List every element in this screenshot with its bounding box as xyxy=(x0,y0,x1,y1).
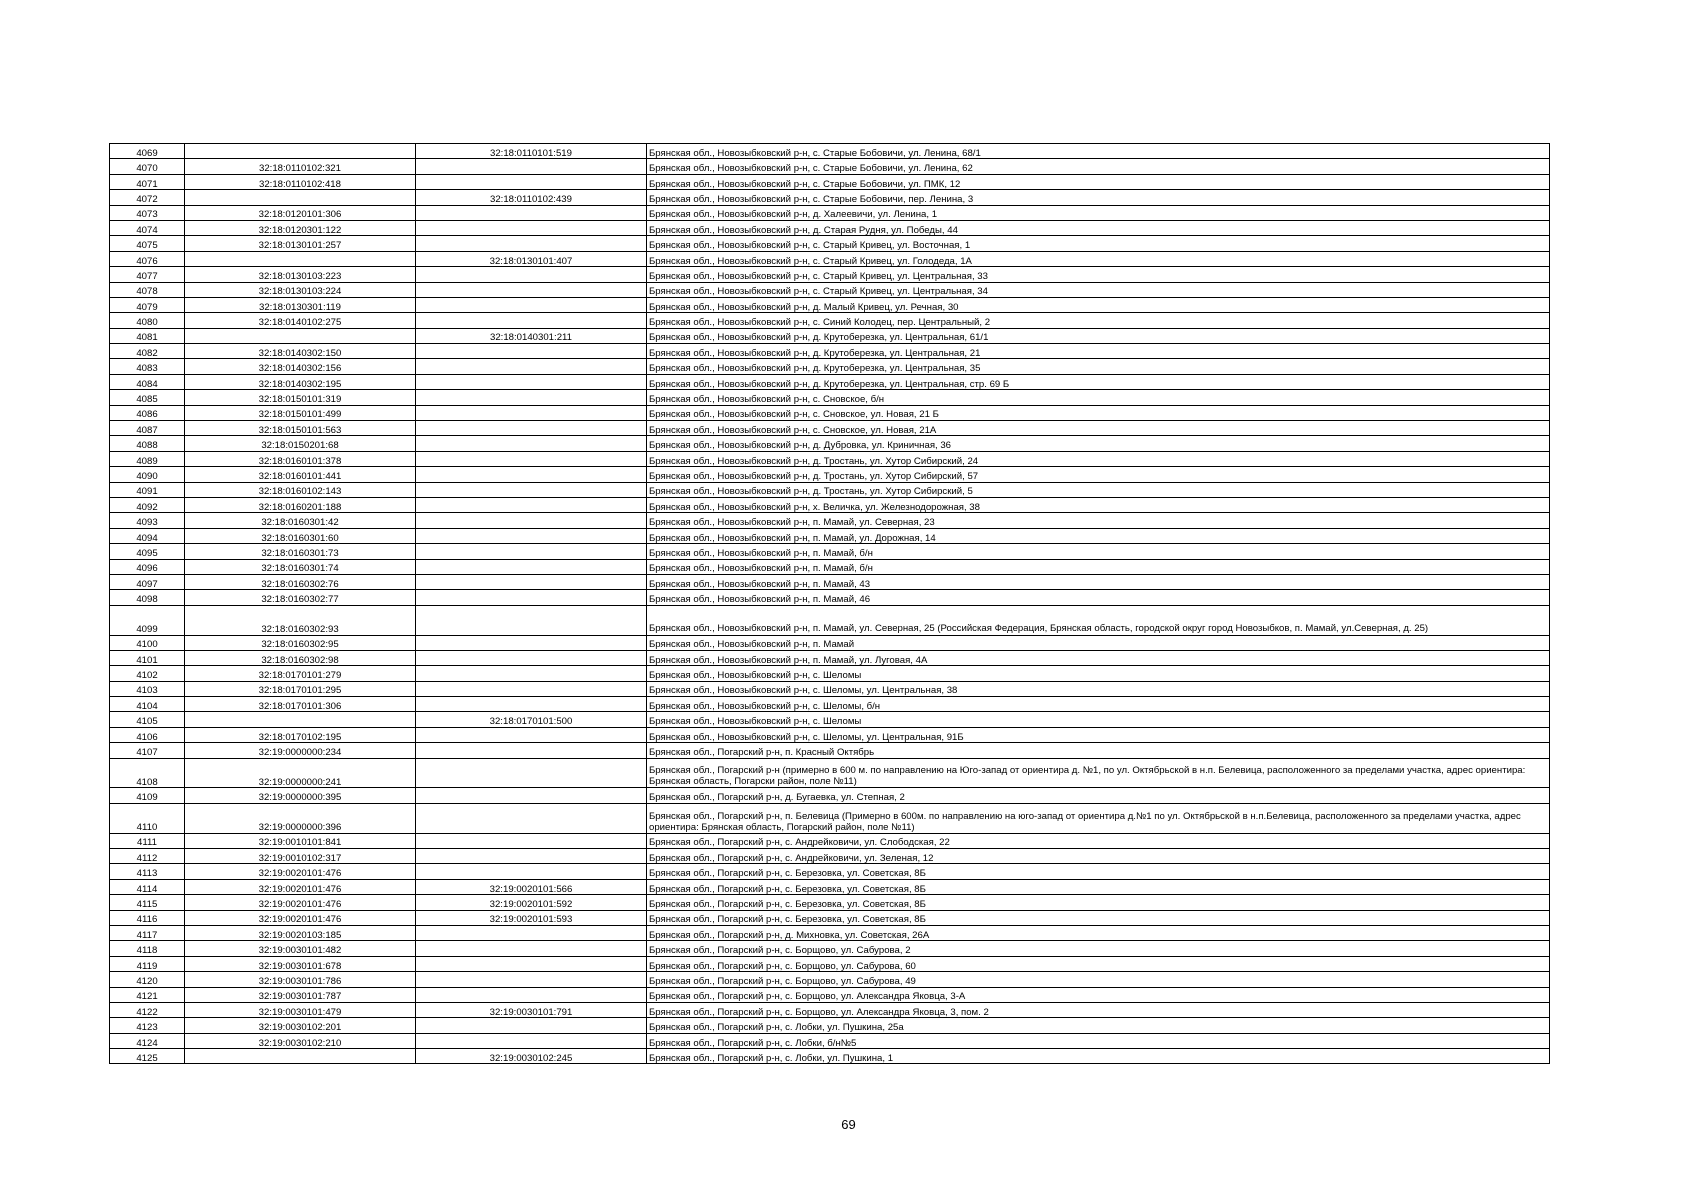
table-row xyxy=(110,833,1550,848)
address-cell: Брянская обл., Погарский р-н, с. Березовка, ул. Советская, 8Б xyxy=(647,895,1550,910)
table-row xyxy=(110,467,1550,482)
cadastral-number-cell: 32:19:0020101:476 xyxy=(185,879,416,894)
table-row xyxy=(110,421,1550,436)
cadastral-number-cell: 32:18:0110102:418 xyxy=(185,174,416,189)
row-number-cell: 4105 xyxy=(110,712,185,727)
table-row xyxy=(110,374,1550,389)
row-number-cell: 4103 xyxy=(110,681,185,696)
row-number-cell: 4083 xyxy=(110,359,185,374)
cadastral-number-secondary-cell xyxy=(416,390,647,405)
cadastral-number-secondary-cell xyxy=(416,421,647,436)
cadastral-number-cell xyxy=(185,712,416,727)
row-number-cell: 4124 xyxy=(110,1033,185,1048)
table-row xyxy=(110,236,1550,251)
address-cell: Брянская обл., Новозыбковский р-н, п. Мамай, ул. Северная, 25 (Российская Федерация, Брянская область, городской округ город Новозыбков, п. Мамай, ул.Северная, д. 25) xyxy=(647,605,1550,635)
address-cell: Брянская обл., Новозыбковский р-н, с. Синий Колодец, пер. Центральный, 2 xyxy=(647,313,1550,328)
table-row xyxy=(110,144,1550,159)
row-number-cell: 4114 xyxy=(110,879,185,894)
row-number-cell: 4123 xyxy=(110,1018,185,1033)
table-row xyxy=(110,451,1550,466)
table-row xyxy=(110,697,1550,712)
address-cell: Брянская обл., Новозыбковский р-н, с. Старый Кривец, ул. Восточная, 1 xyxy=(647,236,1550,251)
address-cell: Брянская обл., Погарский р-н, с. Лобки, ул. Пушкина, 25а xyxy=(647,1018,1550,1033)
cadastral-number-cell: 32:18:0120301:122 xyxy=(185,220,416,235)
registry-table-body xyxy=(110,144,1550,1064)
cadastral-number-secondary-cell xyxy=(416,344,647,359)
address-cell: Брянская обл., Новозыбковский р-н, х. Величка, ул. Железнодорожная, 38 xyxy=(647,497,1550,512)
cadastral-number-secondary-cell: 32:18:0130101:407 xyxy=(416,251,647,266)
table-row xyxy=(110,297,1550,312)
table-row xyxy=(110,803,1550,833)
address-cell: Брянская обл., Погарский р-н, с. Борщово, ул. Сабурова, 49 xyxy=(647,972,1550,987)
row-number-cell: 4076 xyxy=(110,251,185,266)
cadastral-number-secondary-cell: 32:19:0030102:245 xyxy=(416,1049,647,1064)
cadastral-number-cell xyxy=(185,251,416,266)
cadastral-number-cell xyxy=(185,328,416,343)
row-number-cell: 4095 xyxy=(110,544,185,559)
cadastral-number-secondary-cell: 32:19:0020101:593 xyxy=(416,910,647,925)
cadastral-number-cell: 32:18:0160302:93 xyxy=(185,605,416,635)
cadastral-number-secondary-cell xyxy=(416,635,647,650)
address-cell: Брянская обл., Новозыбковский р-н, п. Мамай, ул. Северная, 23 xyxy=(647,513,1550,528)
row-number-cell: 4098 xyxy=(110,590,185,605)
row-number-cell: 4081 xyxy=(110,328,185,343)
address-cell: Брянская обл., Новозыбковский р-н, п. Мамай, 43 xyxy=(647,574,1550,589)
cadastral-number-secondary-cell xyxy=(416,267,647,282)
address-cell: Брянская обл., Новозыбковский р-н, с. Шеломы xyxy=(647,712,1550,727)
row-number-cell: 4107 xyxy=(110,743,185,758)
address-cell: Брянская обл., Новозыбковский р-н, п. Мамай, б/н xyxy=(647,544,1550,559)
row-number-cell: 4086 xyxy=(110,405,185,420)
address-cell: Брянская обл., Погарский р-н, с. Березовка, ул. Советская, 8Б xyxy=(647,879,1550,894)
cadastral-number-cell: 32:19:0000000:241 xyxy=(185,758,416,788)
cadastral-number-cell: 32:18:0130103:224 xyxy=(185,282,416,297)
cadastral-number-cell: 32:18:0150101:499 xyxy=(185,405,416,420)
row-number-cell: 4112 xyxy=(110,849,185,864)
cadastral-number-secondary-cell xyxy=(416,833,647,848)
address-cell: Брянская обл., Новозыбковский р-н, д. Крутоберезка, ул. Центральная, 61/1 xyxy=(647,328,1550,343)
row-number-cell: 4104 xyxy=(110,697,185,712)
row-number-cell: 4073 xyxy=(110,205,185,220)
table-row xyxy=(110,344,1550,359)
address-cell: Брянская обл., Погарский р-н, д. Михновка, ул. Советская, 26А xyxy=(647,925,1550,940)
row-number-cell: 4069 xyxy=(110,144,185,159)
cadastral-number-cell: 32:18:0170101:306 xyxy=(185,697,416,712)
cadastral-number-cell: 32:18:0140302:195 xyxy=(185,374,416,389)
row-number-cell: 4094 xyxy=(110,528,185,543)
table-row xyxy=(110,712,1550,727)
table-row xyxy=(110,328,1550,343)
cadastral-number-secondary-cell xyxy=(416,513,647,528)
table-row xyxy=(110,282,1550,297)
cadastral-number-cell: 32:18:0130103:223 xyxy=(185,267,416,282)
cadastral-number-cell: 32:19:0030101:786 xyxy=(185,972,416,987)
cadastral-number-cell: 32:19:0030102:201 xyxy=(185,1018,416,1033)
table-row xyxy=(110,174,1550,189)
address-cell: Брянская обл., Погарский р-н, с. Андрейковичи, ул. Слободская, 22 xyxy=(647,833,1550,848)
cadastral-number-secondary-cell xyxy=(416,681,647,696)
table-row xyxy=(110,910,1550,925)
table-row xyxy=(110,925,1550,940)
cadastral-number-secondary-cell xyxy=(416,544,647,559)
address-cell: Брянская обл., Новозыбковский р-н, с. Шеломы, ул. Центральная, 91Б xyxy=(647,727,1550,742)
address-cell: Брянская обл., Погарский р-н, с. Лобки, б/н№5 xyxy=(647,1033,1550,1048)
row-number-cell: 4119 xyxy=(110,956,185,971)
row-number-cell: 4074 xyxy=(110,220,185,235)
cadastral-number-cell: 32:19:0030101:787 xyxy=(185,987,416,1002)
row-number-cell: 4084 xyxy=(110,374,185,389)
table-row xyxy=(110,559,1550,574)
address-cell: Брянская обл., Новозыбковский р-н, п. Мамай xyxy=(647,635,1550,650)
cadastral-number-secondary-cell xyxy=(416,559,647,574)
table-row xyxy=(110,727,1550,742)
cadastral-number-cell: 32:19:0030101:482 xyxy=(185,941,416,956)
page-number: 69 xyxy=(841,1117,856,1132)
row-number-cell: 4089 xyxy=(110,451,185,466)
cadastral-number-cell: 32:19:0000000:234 xyxy=(185,743,416,758)
row-number-cell: 4117 xyxy=(110,925,185,940)
row-number-cell: 4122 xyxy=(110,1002,185,1017)
table-row xyxy=(110,743,1550,758)
cadastral-number-secondary-cell xyxy=(416,205,647,220)
table-row xyxy=(110,574,1550,589)
cadastral-number-cell: 32:18:0130301:119 xyxy=(185,297,416,312)
address-cell: Брянская обл., Погарский р-н, п. Красный Октябрь xyxy=(647,743,1550,758)
cadastral-number-secondary-cell xyxy=(416,758,647,788)
cadastral-number-secondary-cell xyxy=(416,864,647,879)
cadastral-number-cell: 32:18:0140302:156 xyxy=(185,359,416,374)
row-number-cell: 4110 xyxy=(110,803,185,833)
row-number-cell: 4092 xyxy=(110,497,185,512)
address-cell: Брянская обл., Новозыбковский р-н, д. Тростань, ул. Хутор Сибирский, 24 xyxy=(647,451,1550,466)
row-number-cell: 4078 xyxy=(110,282,185,297)
row-number-cell: 4087 xyxy=(110,421,185,436)
row-number-cell: 4116 xyxy=(110,910,185,925)
address-cell: Брянская обл., Новозыбковский р-н, д. Крутоберезка, ул. Центральная, стр. 69 Б xyxy=(647,374,1550,389)
cadastral-number-cell: 32:18:0150101:319 xyxy=(185,390,416,405)
cadastral-number-cell: 32:18:0160101:378 xyxy=(185,451,416,466)
address-cell: Брянская обл., Погарский р-н (примерно в 600 м. по направлению на Юго-запад от ориентира д. №1, по ул. Октябрьской в н.п. Белевица, расположенного за пределами участка, адрес ориентира: Брянская область, Погарски район, поле №11) xyxy=(647,758,1550,788)
row-number-cell: 4096 xyxy=(110,559,185,574)
row-number-cell: 4113 xyxy=(110,864,185,879)
address-cell: Брянская обл., Погарский р-н, п. Белевица (Примерно в 600м. по направлению на юго-запад от ориентира д.№1 по ул. Октябрьской в н.п.Белевица, расположенного за пределами участка, адрес ориентира: Брянская область, Погарский район, поле №11) xyxy=(647,803,1550,833)
cadastral-number-secondary-cell xyxy=(416,941,647,956)
address-cell: Брянская обл., Погарский р-н, д. Бугаевка, ул. Степная, 2 xyxy=(647,788,1550,803)
table-row xyxy=(110,864,1550,879)
table-row xyxy=(110,941,1550,956)
address-cell: Брянская обл., Новозыбковский р-н, с. Старые Бобовичи, пер. Ленина, 3 xyxy=(647,190,1550,205)
address-cell: Брянская обл., Новозыбковский р-н, с. Шеломы, б/н xyxy=(647,697,1550,712)
cadastral-number-secondary-cell xyxy=(416,574,647,589)
row-number-cell: 4097 xyxy=(110,574,185,589)
address-cell: Брянская обл., Новозыбковский р-н, с. Шеломы xyxy=(647,666,1550,681)
cadastral-number-cell xyxy=(185,144,416,159)
table-row xyxy=(110,650,1550,665)
table-row xyxy=(110,605,1550,635)
cadastral-number-secondary-cell: 32:18:0140301:211 xyxy=(416,328,647,343)
cadastral-number-cell: 32:18:0110102:321 xyxy=(185,159,416,174)
address-cell: Брянская обл., Новозыбковский р-н, с. Старый Кривец, ул. Центральная, 34 xyxy=(647,282,1550,297)
cadastral-number-secondary-cell xyxy=(416,497,647,512)
cadastral-number-cell: 32:19:0030102:210 xyxy=(185,1033,416,1048)
address-cell: Брянская обл., Новозыбковский р-н, д. Малый Кривец, ул. Речная, 30 xyxy=(647,297,1550,312)
address-cell: Брянская обл., Новозыбковский р-н, д. Халеевичи, ул. Ленина, 1 xyxy=(647,205,1550,220)
cadastral-number-secondary-cell: 32:19:0030101:791 xyxy=(416,1002,647,1017)
table-row xyxy=(110,681,1550,696)
cadastral-number-cell: 32:18:0160302:76 xyxy=(185,574,416,589)
cadastral-number-cell xyxy=(185,190,416,205)
address-cell: Брянская обл., Новозыбковский р-н, д. Тростань, ул. Хутор Сибирский, 57 xyxy=(647,467,1550,482)
address-cell: Брянская обл., Погарский р-н, с. Борщово, ул. Сабурова, 60 xyxy=(647,956,1550,971)
row-number-cell: 4080 xyxy=(110,313,185,328)
cadastral-number-secondary-cell xyxy=(416,972,647,987)
address-cell: Брянская обл., Погарский р-н, с. Борщово, ул. Александра Яковца, 3-А xyxy=(647,987,1550,1002)
table-row xyxy=(110,1002,1550,1017)
table-row xyxy=(110,251,1550,266)
cadastral-number-secondary-cell xyxy=(416,467,647,482)
cadastral-number-secondary-cell xyxy=(416,282,647,297)
address-cell: Брянская обл., Новозыбковский р-н, с. Старые Бобовичи, ул. Ленина, 62 xyxy=(647,159,1550,174)
cadastral-number-secondary-cell xyxy=(416,359,647,374)
address-cell: Брянская обл., Погарский р-н, с. Березовка, ул. Советская, 8Б xyxy=(647,910,1550,925)
row-number-cell: 4120 xyxy=(110,972,185,987)
cadastral-number-cell: 32:19:0020101:476 xyxy=(185,910,416,925)
cadastral-number-secondary-cell xyxy=(416,987,647,1002)
table-row xyxy=(110,879,1550,894)
cadastral-number-secondary-cell xyxy=(416,220,647,235)
row-number-cell: 4111 xyxy=(110,833,185,848)
cadastral-number-cell: 32:18:0130101:257 xyxy=(185,236,416,251)
table-row xyxy=(110,635,1550,650)
cadastral-number-cell: 32:18:0160302:77 xyxy=(185,590,416,605)
address-cell: Брянская обл., Новозыбковский р-н, п. Мамай, б/н xyxy=(647,559,1550,574)
row-number-cell: 4099 xyxy=(110,605,185,635)
cadastral-number-secondary-cell xyxy=(416,313,647,328)
row-number-cell: 4101 xyxy=(110,650,185,665)
cadastral-number-secondary-cell: 32:18:0110102:439 xyxy=(416,190,647,205)
cadastral-number-cell: 32:19:0020101:476 xyxy=(185,895,416,910)
cadastral-number-cell: 32:18:0170101:295 xyxy=(185,681,416,696)
table-row xyxy=(110,1018,1550,1033)
cadastral-number-cell: 32:19:0020101:476 xyxy=(185,864,416,879)
table-row xyxy=(110,972,1550,987)
row-number-cell: 4082 xyxy=(110,344,185,359)
cadastral-number-secondary-cell xyxy=(416,528,647,543)
table-row xyxy=(110,359,1550,374)
row-number-cell: 4125 xyxy=(110,1049,185,1064)
table-row xyxy=(110,159,1550,174)
cadastral-number-cell: 32:19:0000000:396 xyxy=(185,803,416,833)
row-number-cell: 4072 xyxy=(110,190,185,205)
cadastral-number-cell: 32:18:0150101:563 xyxy=(185,421,416,436)
row-number-cell: 4077 xyxy=(110,267,185,282)
row-number-cell: 4085 xyxy=(110,390,185,405)
address-cell: Брянская обл., Погарский р-н, с. Борщово, ул. Сабурова, 2 xyxy=(647,941,1550,956)
table-row xyxy=(110,666,1550,681)
row-number-cell: 4118 xyxy=(110,941,185,956)
table-row xyxy=(110,987,1550,1002)
row-number-cell: 4093 xyxy=(110,513,185,528)
address-cell: Брянская обл., Новозыбковский р-н, п. Мамай, ул. Луговая, 4А xyxy=(647,650,1550,665)
table-row xyxy=(110,849,1550,864)
cadastral-number-cell xyxy=(185,1049,416,1064)
cadastral-number-secondary-cell xyxy=(416,1018,647,1033)
cadastral-number-secondary-cell xyxy=(416,405,647,420)
table-row xyxy=(110,590,1550,605)
address-cell: Брянская обл., Новозыбковский р-н, д. Крутоберезка, ул. Центральная, 35 xyxy=(647,359,1550,374)
table-row xyxy=(110,956,1550,971)
address-cell: Брянская обл., Новозыбковский р-н, п. Мамай, ул. Дорожная, 14 xyxy=(647,528,1550,543)
cadastral-number-cell: 32:19:0030101:479 xyxy=(185,1002,416,1017)
address-cell: Брянская обл., Новозыбковский р-н, п. Мамай, 46 xyxy=(647,590,1550,605)
table-row xyxy=(110,1049,1550,1064)
cadastral-number-cell: 32:18:0140302:150 xyxy=(185,344,416,359)
table-row xyxy=(110,497,1550,512)
cadastral-number-secondary-cell xyxy=(416,605,647,635)
row-number-cell: 4109 xyxy=(110,788,185,803)
cadastral-number-secondary-cell xyxy=(416,436,647,451)
table-row xyxy=(110,895,1550,910)
cadastral-number-cell: 32:18:0160301:73 xyxy=(185,544,416,559)
table-row xyxy=(110,482,1550,497)
cadastral-number-secondary-cell xyxy=(416,925,647,940)
cadastral-number-secondary-cell xyxy=(416,159,647,174)
address-cell: Брянская обл., Новозыбковский р-н, с. Старый Кривец, ул. Центральная, 33 xyxy=(647,267,1550,282)
cadastral-number-cell: 32:18:0160201:188 xyxy=(185,497,416,512)
cadastral-number-cell: 32:19:0000000:395 xyxy=(185,788,416,803)
table-row xyxy=(110,313,1550,328)
cadastral-number-secondary-cell xyxy=(416,956,647,971)
cadastral-number-cell: 32:18:0150201:68 xyxy=(185,436,416,451)
row-number-cell: 4091 xyxy=(110,482,185,497)
cadastral-number-cell: 32:18:0160301:74 xyxy=(185,559,416,574)
address-cell: Брянская обл., Новозыбковский р-н, с. Старый Кривец, ул. Голодеда, 1А xyxy=(647,251,1550,266)
cadastral-number-secondary-cell xyxy=(416,482,647,497)
cadastral-number-cell: 32:19:0030101:678 xyxy=(185,956,416,971)
address-cell: Брянская обл., Новозыбковский р-н, с. Шеломы, ул. Центральная, 38 xyxy=(647,681,1550,696)
cadastral-number-cell: 32:19:0020103:185 xyxy=(185,925,416,940)
row-number-cell: 4075 xyxy=(110,236,185,251)
address-cell: Брянская обл., Новозыбковский р-н, с. Сновское, ул. Новая, 21 Б xyxy=(647,405,1550,420)
cadastral-number-secondary-cell xyxy=(416,297,647,312)
table-row xyxy=(110,758,1550,788)
table-row xyxy=(110,436,1550,451)
row-number-cell: 4115 xyxy=(110,895,185,910)
address-cell: Брянская обл., Новозыбковский р-н, с. Старые Бобовичи, ул. Ленина, 68/1 xyxy=(647,144,1550,159)
address-cell: Брянская обл., Новозыбковский р-н, д. Дубровка, ул. Криничная, 36 xyxy=(647,436,1550,451)
table-row xyxy=(110,390,1550,405)
cadastral-number-secondary-cell xyxy=(416,1033,647,1048)
cadastral-number-secondary-cell: 32:18:0110101:519 xyxy=(416,144,647,159)
address-cell: Брянская обл., Новозыбковский р-н, с. Старые Бобовичи, ул. ПМК, 12 xyxy=(647,174,1550,189)
table-row xyxy=(110,190,1550,205)
table-row xyxy=(110,788,1550,803)
cadastral-number-secondary-cell xyxy=(416,451,647,466)
cadastral-number-secondary-cell xyxy=(416,590,647,605)
cadastral-number-secondary-cell xyxy=(416,650,647,665)
row-number-cell: 4088 xyxy=(110,436,185,451)
table-row xyxy=(110,513,1550,528)
row-number-cell: 4071 xyxy=(110,174,185,189)
row-number-cell: 4079 xyxy=(110,297,185,312)
cadastral-number-secondary-cell xyxy=(416,727,647,742)
row-number-cell: 4070 xyxy=(110,159,185,174)
address-cell: Брянская обл., Новозыбковский р-н, д. Крутоберезка, ул. Центральная, 21 xyxy=(647,344,1550,359)
cadastral-number-cell: 32:19:0010101:841 xyxy=(185,833,416,848)
cadastral-number-secondary-cell: 32:19:0020101:566 xyxy=(416,879,647,894)
cadastral-number-cell: 32:18:0120101:306 xyxy=(185,205,416,220)
row-number-cell: 4102 xyxy=(110,666,185,681)
address-cell: Брянская обл., Новозыбковский р-н, д. Тростань, ул. Хутор Сибирский, 5 xyxy=(647,482,1550,497)
row-number-cell: 4090 xyxy=(110,467,185,482)
address-cell: Брянская обл., Новозыбковский р-н, с. Сновское, ул. Новая, 21А xyxy=(647,421,1550,436)
cadastral-number-cell: 32:18:0160302:98 xyxy=(185,650,416,665)
table-row xyxy=(110,267,1550,282)
cadastral-number-secondary-cell xyxy=(416,803,647,833)
cadastral-number-cell: 32:18:0170102:195 xyxy=(185,727,416,742)
address-cell: Брянская обл., Новозыбковский р-н, д. Старая Рудня, ул. Победы, 44 xyxy=(647,220,1550,235)
cadastral-number-secondary-cell xyxy=(416,236,647,251)
table-row xyxy=(110,205,1550,220)
row-number-cell: 4108 xyxy=(110,758,185,788)
cadastral-number-cell: 32:18:0160102:143 xyxy=(185,482,416,497)
table-row xyxy=(110,220,1550,235)
table-row xyxy=(110,544,1550,559)
cadastral-number-cell: 32:18:0160302:95 xyxy=(185,635,416,650)
address-cell: Брянская обл., Погарский р-н, с. Борщово, ул. Александра Яковца, 3, пом. 2 xyxy=(647,1002,1550,1017)
address-cell: Брянская обл., Погарский р-н, с. Лобки, ул. Пушкина, 1 xyxy=(647,1049,1550,1064)
cadastral-number-secondary-cell xyxy=(416,743,647,758)
table-row xyxy=(110,528,1550,543)
cadastral-number-secondary-cell xyxy=(416,697,647,712)
table-row xyxy=(110,405,1550,420)
address-cell: Брянская обл., Погарский р-н, с. Березовка, ул. Советская, 8Б xyxy=(647,864,1550,879)
row-number-cell: 4100 xyxy=(110,635,185,650)
cadastral-number-cell: 32:18:0140102:275 xyxy=(185,313,416,328)
cadastral-number-secondary-cell xyxy=(416,374,647,389)
cadastral-number-secondary-cell xyxy=(416,666,647,681)
cadastral-number-secondary-cell: 32:19:0020101:592 xyxy=(416,895,647,910)
row-number-cell: 4121 xyxy=(110,987,185,1002)
land-registry-table xyxy=(109,143,1550,1064)
cadastral-number-cell: 32:18:0160301:60 xyxy=(185,528,416,543)
cadastral-number-secondary-cell xyxy=(416,174,647,189)
cadastral-number-cell: 32:18:0160101:441 xyxy=(185,467,416,482)
cadastral-number-cell: 32:18:0170101:279 xyxy=(185,666,416,681)
row-number-cell: 4106 xyxy=(110,727,185,742)
cadastral-number-secondary-cell xyxy=(416,788,647,803)
cadastral-number-cell: 32:19:0010102:317 xyxy=(185,849,416,864)
cadastral-number-secondary-cell: 32:18:0170101:500 xyxy=(416,712,647,727)
table-row xyxy=(110,1033,1550,1048)
address-cell: Брянская обл., Новозыбковский р-н, с. Сновское, б/н xyxy=(647,390,1550,405)
cadastral-number-secondary-cell xyxy=(416,849,647,864)
cadastral-number-cell: 32:18:0160301:42 xyxy=(185,513,416,528)
address-cell: Брянская обл., Погарский р-н, с. Андрейковичи, ул. Зеленая, 12 xyxy=(647,849,1550,864)
